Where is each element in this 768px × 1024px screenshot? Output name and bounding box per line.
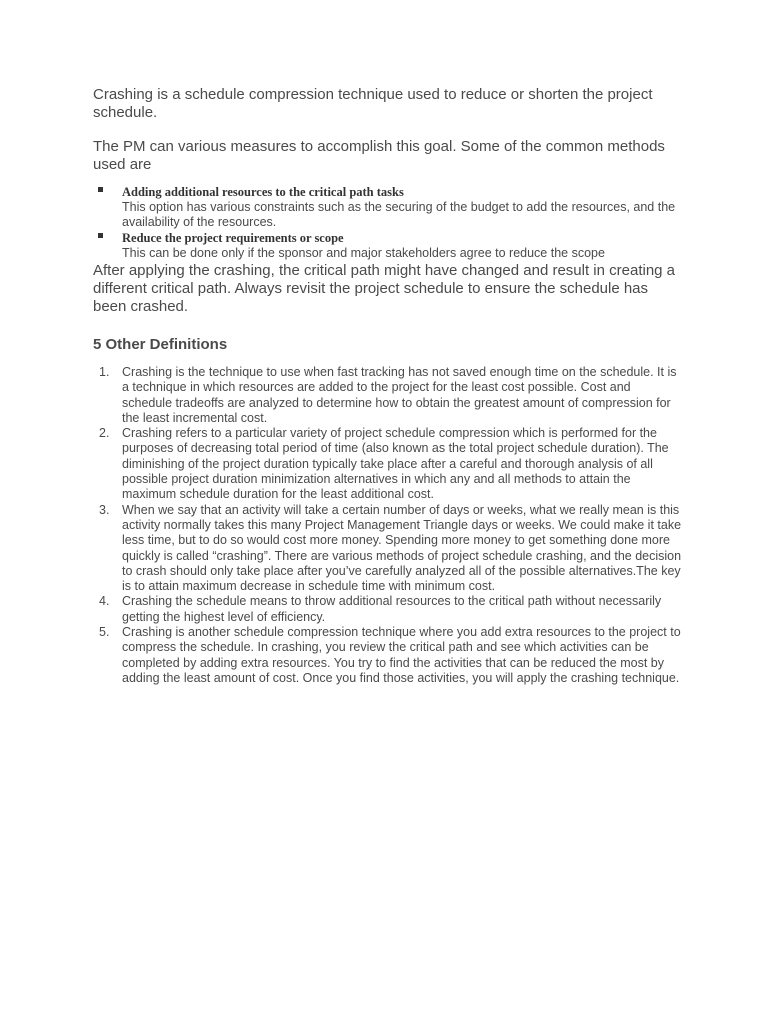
definition-text: Crashing the schedule means to throw additional resources to the critical path without necessarily getting the highest level of efficiency. bbox=[122, 594, 662, 624]
square-bullet-icon bbox=[98, 187, 103, 192]
bullet-title: Reduce the project requirements or scope bbox=[122, 231, 344, 245]
list-number: 5. bbox=[99, 625, 110, 640]
document-page bbox=[93, 86, 683, 686]
list-item bbox=[93, 594, 683, 625]
list-number: 1. bbox=[99, 365, 110, 379]
definition-text: Crashing refers to a particular variety of project schedule compression which is performed for the purposes of decreasing total period of time (also known as the total project schedule duration). The diminishing of the project duration typically take place after a careful and thorough analysis of all possible project duration minimization alternatives in which any and all methods to attain the maximum schedule duration for the least additional cost. bbox=[122, 426, 669, 502]
list-item bbox=[93, 503, 683, 595]
bullet-title: Adding additional resources to the critical path tasks bbox=[122, 185, 404, 199]
list-item bbox=[93, 230, 683, 261]
definitions-numbered-list bbox=[93, 365, 683, 686]
intro-paragraph-2: The PM can various measures to accomplish this goal. Some of the common methods used are bbox=[93, 138, 665, 173]
list-number: 3. bbox=[99, 502, 110, 517]
list-item bbox=[93, 365, 683, 426]
definition-text: Crashing is the technique to use when fast tracking has not saved enough time on the schedule. It is a technique in which resources are added to the project for the least cost possible. Cost and schedule tradeoffs are analyzed to determine how to obtain the greatest amount of compression for the least incremental cost. bbox=[122, 365, 677, 425]
section-heading: 5 Other Definitions bbox=[93, 336, 228, 353]
list-number: 4. bbox=[99, 594, 110, 609]
bullet-description: This can be done only if the sponsor and major stakeholders agree to reduce the scope bbox=[122, 246, 605, 260]
bullet-description: This option has various constraints such as the securing of the budget to add the resources, and the availability of the resources. bbox=[122, 200, 676, 229]
list-item bbox=[93, 184, 683, 230]
list-item bbox=[93, 426, 683, 502]
outro-paragraph: After applying the crashing, the critical path might have changed and result in creating a different critical path. Always revisit the project schedule to ensure the schedule has been crashed. bbox=[93, 262, 676, 315]
list-item bbox=[93, 625, 683, 686]
intro-paragraph-1: Crashing is a schedule compression technique used to reduce or shorten the project schedule. bbox=[93, 86, 653, 121]
methods-bullet-list bbox=[93, 184, 683, 261]
square-bullet-icon bbox=[98, 233, 103, 238]
definition-text: Crashing is another schedule compression technique where you add extra resources to the project to compress the schedule. In crashing, you review the critical path and see which activities can be completed by adding extra resources. You try to find the activities that can be reduced the most by adding the least amount of cost. Once you find those activities, you will apply the crashing technique. bbox=[122, 625, 681, 685]
definition-text: When we say that an activity will take a certain number of days or weeks, what we really mean is this activity normally takes this many Project Management Triangle days or weeks. We could make it take less time, but to do so would cost more money. Spending more money to get something done more quickly is called “crashing”. There are various methods of project schedule crashing, and the decision to crash should only take place after you’ve carefully analyzed all of the possible alternatives.The key is to attain maximum decrease in schedule time with minimum cost. bbox=[122, 502, 682, 594]
list-number: 2. bbox=[99, 426, 110, 441]
